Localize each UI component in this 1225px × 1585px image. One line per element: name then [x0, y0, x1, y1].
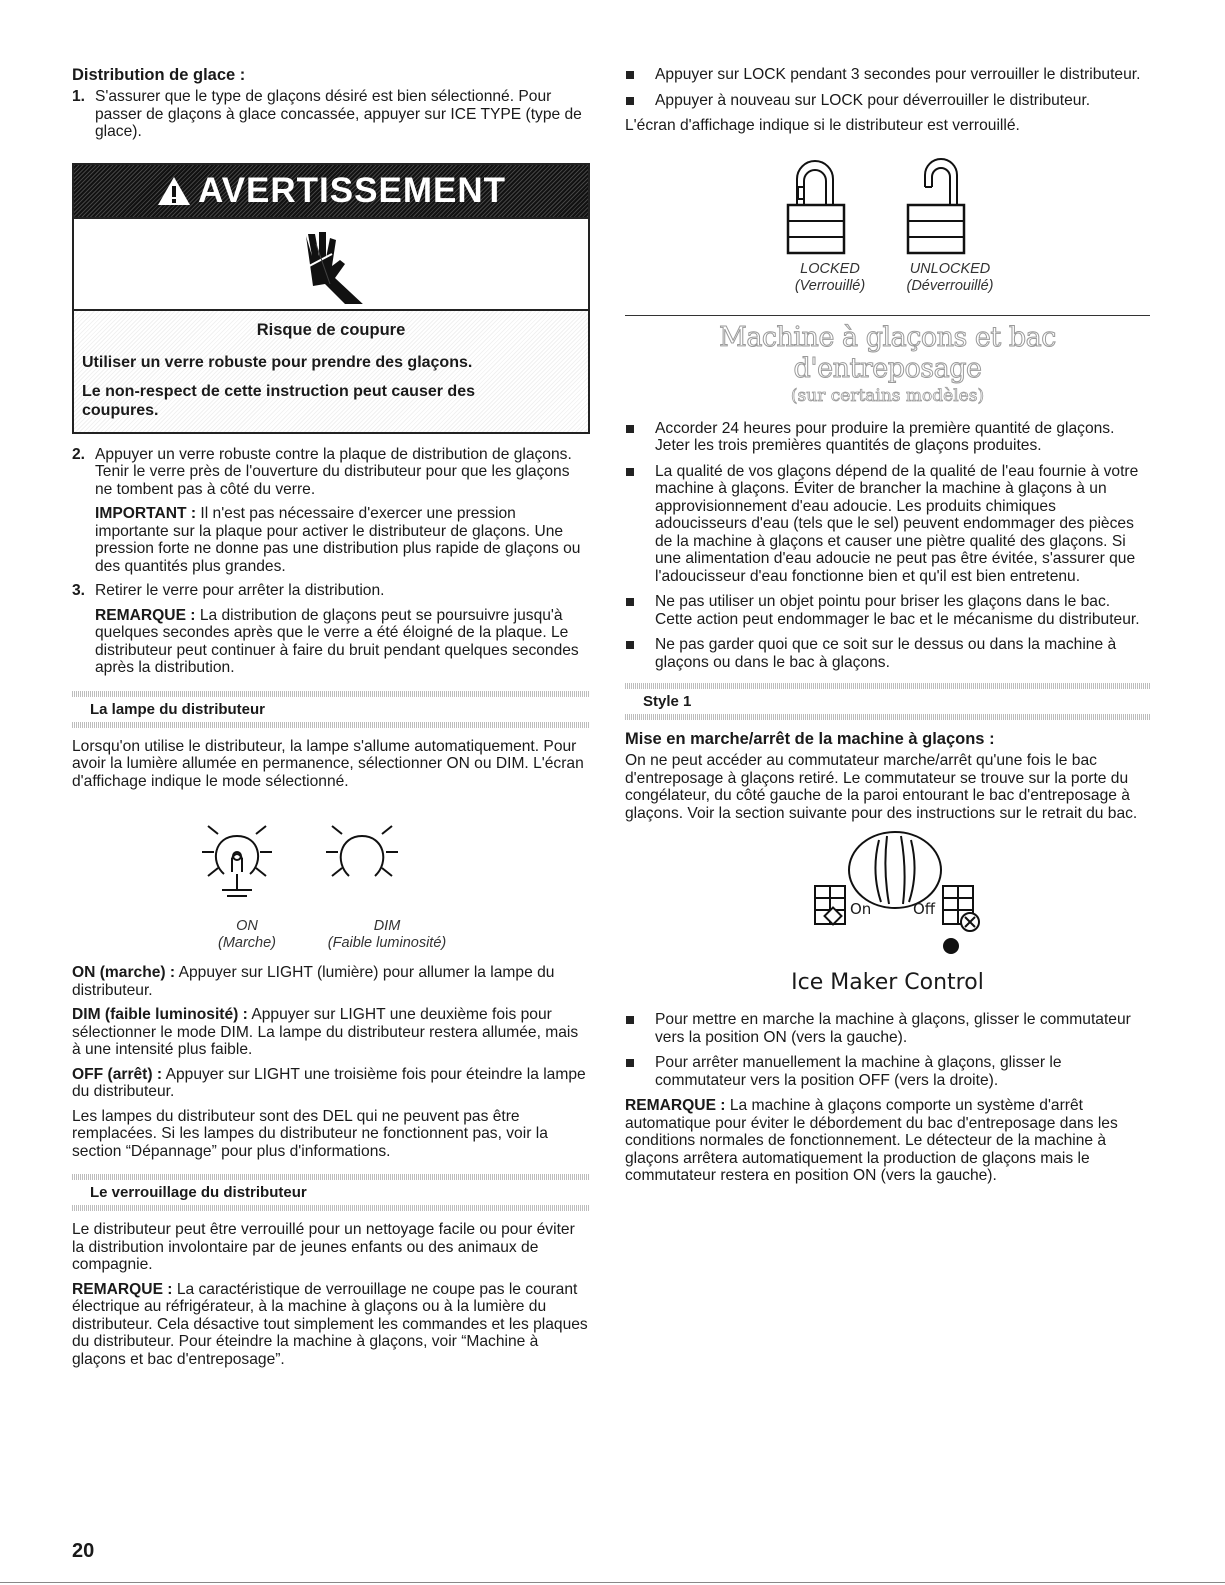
- bottom-rule: [0, 1582, 1225, 1583]
- warning-triangle-icon: [156, 175, 192, 207]
- lamp-dim-icon: [312, 814, 412, 910]
- led-text: Les lampes du distributeur sont des DEL qui ne peuvent pas être remplacées. Si les lampes du distributeur ne fonctionnent pas, voir la section “Dépannage” pour plus d'informations.: [72, 1107, 548, 1160]
- warning-line-1: Utiliser un verre robuste pour prendre des glaçons.: [82, 353, 473, 371]
- unlocked-padlock-icon: [905, 157, 967, 257]
- lamp-heading: La lampe du distributeur: [90, 700, 266, 718]
- section-subtitle: (sur certains modèles): [790, 385, 985, 406]
- ice-maker-control-diagram: [625, 830, 1150, 1005]
- locked-caption: LOCKED: [800, 260, 860, 277]
- list-item: Ne pas garder quoi que ce soit sur le dessus ou dans la machine à glaçons ou dans le bac à glaçons.: [625, 636, 1150, 671]
- style-label: Style 1: [643, 693, 692, 710]
- step-text: Retirer le verre pour arrêter la distribution.: [95, 582, 385, 599]
- off-mode-text: Appuyer sur LIGHT une troisième fois pour éteindre la lampe du distributeur.: [72, 1065, 586, 1100]
- ice-maker-control-caption: Ice Maker Control: [791, 970, 984, 995]
- dim-mode-text: Appuyer sur LIGHT une deuxième fois pour sélectionner le mode DIM. La lampe du distributeur restera allumée, mais à une intensité plus faible.: [72, 1006, 579, 1058]
- on-off-text: On ne peut accéder au commutateur marche/arrêt qu'une fois le bac d'entreposage à glaçons retiré. Le commutateur se trouve sur la porte du congélateur, du côté gauche de la paroi entourant le bac d'entreposage à glaçons. Voir la section suivante pour des instructions sur le retrait du bac.: [625, 752, 1138, 822]
- section-title: Machine à glaçons et bac d'entreposage: [719, 321, 1056, 384]
- list-item: Appuyer à nouveau sur LOCK pour déverrouiller le distributeur.: [625, 92, 1150, 110]
- locked-padlock-icon: [785, 157, 847, 257]
- final-note-text: La machine à glaçons comporte un système d'arrêt automatique pour éviter le débordement du bac d'entreposage dans les conditions normales de fonctionnement. Le détecteur de la machine à glaçons arrêtera automatiquement la production de glaçons mais le commutateur restera en position ON (vers la gauche).: [625, 1097, 1118, 1184]
- note-label: REMARQUE :: [95, 606, 196, 624]
- on-mode-label: ON (marche) :: [72, 964, 176, 981]
- page-number: 20: [72, 1540, 95, 1562]
- lamp-on-subcaption: (Marche): [217, 935, 276, 951]
- list-item: Ne pas utiliser un objet pointu pour briser les glaçons dans le bac. Cette action peut endommager le bac et le mécanisme du distributeur.: [625, 593, 1150, 628]
- step-text: Appuyer un verre robuste contre la plaque de distribution de glaçons. Tenir le verre près de l'ouverture du distributeur pour que les glaçons ne tombent pas à côté du verre.: [95, 445, 572, 498]
- note-text: La distribution de glaçons peut se poursuivre jusqu'à quelques secondes après que le verre a été éloigné de la plaque. Le distributeur peut continuer à faire du bruit pendant quelques secondes après la distribution.: [95, 606, 579, 676]
- locked-subcaption: (Verrouillé): [794, 277, 866, 294]
- unlocked-caption: UNLOCKED: [909, 260, 991, 277]
- switch-off-label: Off: [913, 900, 936, 918]
- step-number: 2.: [72, 445, 86, 463]
- on-mode-text: Appuyer sur LIGHT (lumière) pour allumer la lampe du distributeur.: [72, 964, 555, 999]
- left-column: [72, 66, 590, 1368]
- list-item: Accorder 24 heures pour produire la première quantité de glaçons. Jeter les trois premières quantités de glaçons produites.: [625, 420, 1150, 455]
- final-note-label: REMARQUE :: [625, 1097, 726, 1114]
- switch-on-label: On: [850, 900, 872, 918]
- warning-risk: Risque de coupure: [256, 320, 406, 339]
- lamp-text: Lorsqu'on utilise le distributeur, la lampe s'allume automatiquement. Pour avoir la lumière allumée en permanence, sélectionner ON ou DIM. L'écran d'affichage indique le mode sélectionné.: [72, 737, 584, 790]
- list-item: Pour mettre en marche la machine à glaçons, glisser le commutateur vers la position ON (vers la gauche).: [625, 1011, 1150, 1046]
- step-number: 1.: [72, 88, 86, 105]
- step-number: 3.: [72, 582, 86, 599]
- dim-mode-label: DIM (faible luminosité) :: [72, 1006, 248, 1023]
- warning-title: AVERTISSEMENT: [198, 170, 506, 210]
- lock-note-label: REMARQUE :: [72, 1280, 173, 1298]
- list-item: La qualité de vos glaçons dépend de la qualité de l'eau fournie à votre machine à glaçons. Éviter de brancher la machine à glaçons à un approvisionnement d'eau adoucie. Les produits chimiques adoucisseurs d'eau (tels que le sel) peuvent endommager des pièces de la machine à glaçons et causer une piètre qualité des glaçons. Si une alimentation d'eau adoucie ne peut pas être évitée, s'assurer que l'adoucisseur d'eau fonctionne bien et qu'il est bien entretenu.: [625, 463, 1150, 586]
- off-mode-label: OFF (arrêt) :: [72, 1065, 163, 1083]
- important-label: IMPORTANT :: [95, 505, 197, 522]
- lock-heading: Le verrouillage du distributeur: [90, 1184, 307, 1201]
- lamp-on-caption: ON: [236, 918, 258, 934]
- warning-line-2: Le non-respect de cette instruction peut causer des coupures.: [82, 382, 475, 419]
- lock-text: Le distributeur peut être verrouillé pour un nettoyage facile ou pour éviter la distribution involontaire par de jeunes enfants ou des animaux de compagnie.: [72, 1221, 575, 1273]
- important-text: Il n'est pas nécessaire d'exercer une pression importante sur la plaque pour activer le distributeur de glaçons. Une pression forte ne donne pas une distribution plus rapide de glaçons ou des quantités plus grandes.: [95, 505, 581, 575]
- lamp-on-icon: [192, 814, 282, 910]
- section-divider: [625, 315, 1150, 316]
- step-2: [72, 446, 590, 576]
- list-item: Pour arrêter manuellement la machine à glaçons, glisser le commutateur vers la position OFF (vers la droite).: [625, 1054, 1150, 1089]
- ice-maker-switch-icon: [775, 830, 1015, 970]
- right-column: [625, 66, 1150, 1185]
- step-1: [72, 88, 590, 141]
- lock-display-text: L'écran d'affichage indique si le distributeur est verrouillé.: [625, 117, 1020, 134]
- lamp-dim-caption: DIM: [373, 918, 401, 934]
- warning-box: [72, 163, 590, 434]
- on-off-heading: Mise en marche/arrêt de la machine à glaçons :: [625, 730, 995, 748]
- cut-hand-icon: [286, 224, 376, 304]
- unlocked-subcaption: (Déverrouillé): [906, 277, 994, 294]
- list-item: Appuyer sur LOCK pendant 3 secondes pour verrouiller le distributeur.: [625, 66, 1150, 84]
- step-3: [72, 582, 590, 677]
- warning-header: [74, 165, 588, 219]
- ice-dispensing-heading: Distribution de glace :: [72, 66, 246, 84]
- lamp-dim-subcaption: (Faible luminosité): [327, 935, 447, 951]
- lock-note-text: La caractéristique de verrouillage ne coupe pas le courant électrique au réfrigérateur, à la machine à glaçons ou à la lumière du distributeur. Cela désactive tout simplement les commandes et les plaques du distributeur. Pour éteindre la machine à glaçons, voir “Machine à glaçons et bac d'entreposage”.: [72, 1280, 588, 1368]
- step-text: S'assurer que le type de glaçons désiré est bien sélectionné. Pour passer de glaçons à glace concassée, appuyer sur ICE TYPE (type de glace).: [95, 88, 582, 140]
